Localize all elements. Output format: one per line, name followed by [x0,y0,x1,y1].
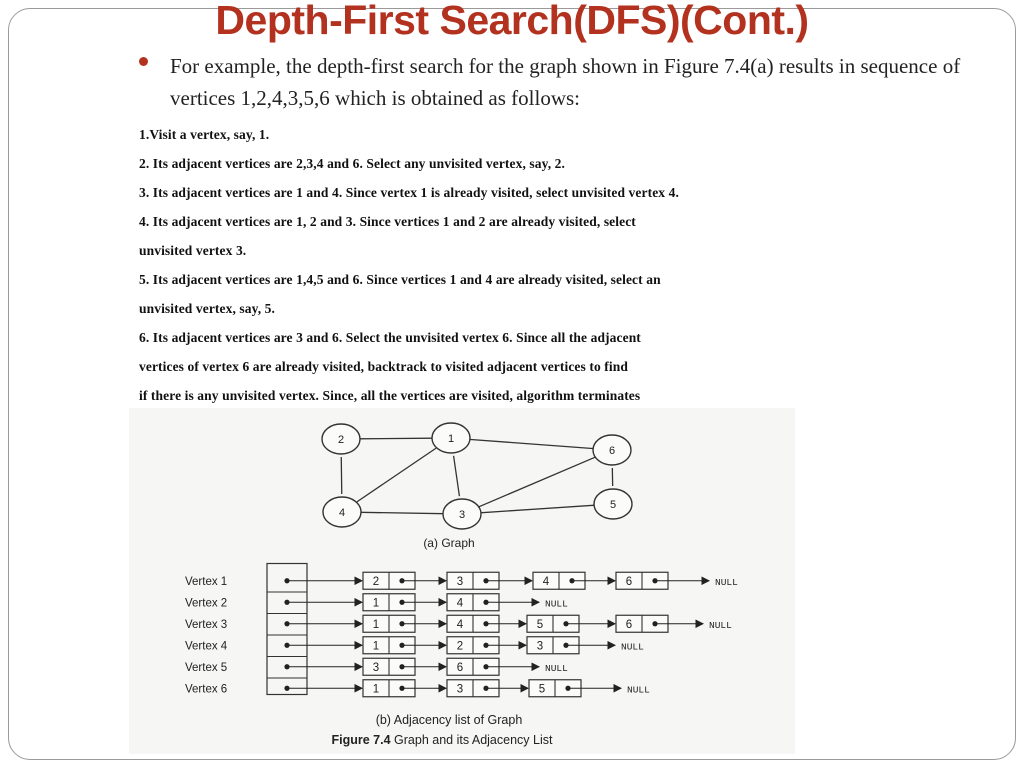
step-line: 3. Its adjacent vertices are 1 and 4. Since vertex 1 is already visited, select unvisited vertex 4. [139,185,679,200]
step-line: unvisited vertex, say, 5. [139,301,275,316]
figure-7-4 [129,408,795,754]
list-node-value: 1 [372,618,380,631]
vertex-label: Vertex 3 [185,618,228,631]
figure-caption-label: Figure 7.4 [331,733,391,747]
graph-edge-1-4 [357,448,436,502]
graph-node-label: 3 [458,509,466,521]
graph [322,423,632,529]
bullet-icon [139,57,148,66]
graph-node-label: 2 [337,434,345,446]
list-node-value: 3 [536,640,544,653]
figure-svg [129,408,795,754]
graph-edge-2-1 [359,438,433,439]
graph-caption: (a) Graph [423,536,475,550]
graph-edge-1-3 [454,456,460,496]
step-line: 1.Visit a vertex, say, 1. [139,127,270,142]
intro-paragraph: For example, the depth-first search for the graph shown in Figure 7.4(a) results in sequence of vertices 1,2,4,3,5,6 which is obtained as follows: [170,54,961,110]
list-node-value: 1 [372,640,380,653]
list-node-value: 3 [456,575,464,588]
list-node-value: 4 [542,575,550,588]
figure-caption-text: Graph and its Adjacency List [390,733,553,747]
vertex-label: Vertex 4 [185,640,228,653]
null-label: NULL [545,598,568,610]
list-node-value: 1 [372,597,380,610]
adjacency-list [185,564,738,697]
graph-edge-2-4 [341,457,342,494]
dfs-steps [139,125,839,415]
vertex-label: Vertex 1 [185,575,228,588]
vertex-label: Vertex 5 [185,661,228,674]
graph-node-label: 4 [338,507,346,519]
list-node-value: 2 [456,640,464,653]
figure-caption [332,733,553,747]
null-label: NULL [709,619,732,631]
null-label: NULL [621,641,644,653]
step-line: if there is any unvisited vertex. Since, all the vertices are visited, algorithm terminates [139,388,641,403]
list-node-value: 1 [372,683,380,696]
list-node-value: 4 [456,618,464,631]
graph-edge-3-6 [479,457,596,507]
list-node-value: 6 [625,618,633,631]
step-line: 2. Its adjacent vertices are 2,3,4 and 6. Select any unvisited vertex, say, 2. [139,156,566,171]
vertex-label: Vertex 2 [185,597,228,610]
null-label: NULL [545,662,568,674]
graph-node-label: 1 [447,433,455,445]
step-line: unvisited vertex 3. [139,243,247,258]
list-node-value: 2 [372,575,380,588]
graph-edge-1-6 [469,439,594,448]
list-node-value: 6 [456,661,464,674]
graph-node-label: 6 [608,445,616,457]
list-node-value: 6 [625,575,633,588]
list-node-value: 5 [538,683,546,696]
graph-edge-4-3 [360,512,444,513]
adjacency-caption: (b) Adjacency list of Graph [375,713,523,727]
list-node-value: 3 [372,661,380,674]
step-line: 5. Its adjacent vertices are 1,4,5 and 6. Since vertices 1 and 4 are already visited, select an [139,272,661,287]
step-line: 4. Its adjacent vertices are 1, 2 and 3. Since vertices 1 and 2 are already visited, select [139,214,636,229]
step-line: vertices of vertex 6 are already visited, backtrack to visited adjacent vertices to find [139,359,628,374]
vertex-label: Vertex 6 [185,683,228,696]
step-line: 6. Its adjacent vertices are 3 and 6. Select the unvisited vertex 6. Since all the adjacent [139,330,641,345]
list-node-value: 4 [456,597,464,610]
null-label: NULL [627,684,650,696]
graph-edge-3-5 [480,505,595,513]
graph-node-label: 5 [609,499,617,511]
list-node-value: 5 [536,618,544,631]
slide-title: Depth-First Search(DFS)(Cont.) [215,0,809,43]
list-node-value: 3 [456,683,464,696]
null-label: NULL [715,576,738,588]
